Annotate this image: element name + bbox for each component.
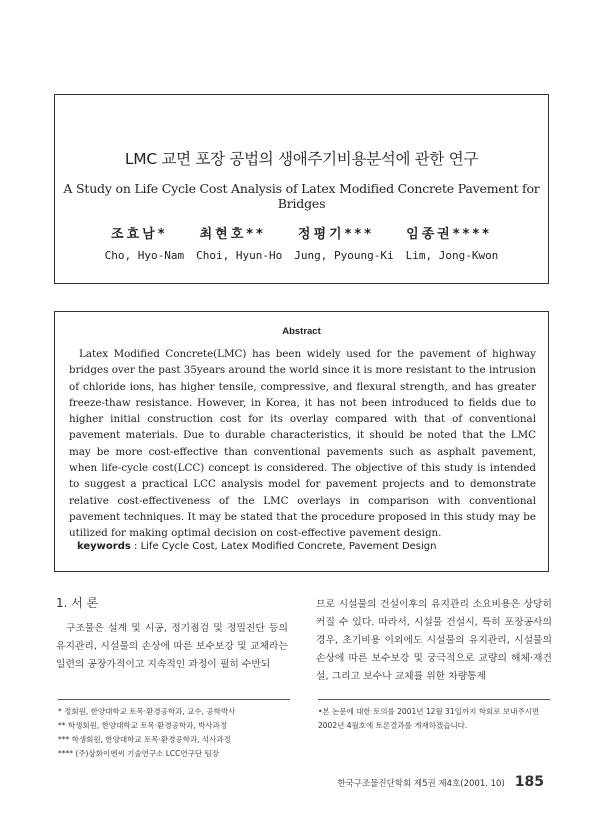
footnote: ** 학생회원, 한양대학교 토목·환경공학과, 박사과정: [58, 721, 228, 730]
author-name-en: Lim, Jong-Kwon: [405, 249, 499, 262]
page-footer: [337, 774, 544, 790]
abstract-heading: Abstract: [282, 326, 321, 337]
footnote: *** 학생회원, 한양대학교 토목·환경공학과, 석사과정: [58, 735, 231, 744]
footnote: * 정회원, 한양대학교 토목·환경공학과, 교수, 공학박사: [58, 707, 236, 716]
authors-korean: [55, 223, 548, 242]
section-heading: 1. 서 론: [56, 596, 99, 610]
title-box: [54, 94, 549, 284]
author-name-en: Jung, Pyoung-Ki: [294, 249, 394, 262]
footnotes-right: [318, 705, 550, 733]
paper-title-english: A Study on Life Cycle Cost Analysis of Latex Modified Concrete Pavement for Bridges: [63, 181, 540, 211]
author-name-ko: 조효남*: [111, 227, 168, 242]
intro-paragraph-left: 구조물은 설계 및 시공, 정기점검 및 정밀진단 등의 유지관리, 시설물의 손상에 따른 보수보강 및 교체라는 일련의 공장가적이고 지속적인 과정이 필히 수반되: [56, 623, 288, 670]
left-column: [56, 594, 288, 674]
author-name-ko: 최현호**: [199, 227, 266, 242]
footnote: •본 논문에 대한 토의를 2001년 12월 31일까지 학회로 보내주시면 2002년 4월호에 토론결과를 게재하겠습니다.: [318, 707, 540, 730]
footnote: **** (주)삼화이엔씨 기술연구소 LCC연구단 팀장: [58, 749, 219, 758]
authors-english: [55, 249, 548, 262]
footnote-divider-left: [58, 699, 290, 700]
keywords-list: : Life Cycle Cost, Latex Modified Concrete, Pavement Design: [134, 541, 437, 552]
author-name-en: Choi, Hyun-Ho: [196, 249, 283, 262]
paper-title-korean: LMC 교면 포장 공법의 생애주기비용분석에 관한 연구: [124, 150, 479, 168]
footnotes-left: [58, 705, 290, 761]
page-number: 185: [514, 774, 544, 790]
abstract-text: Latex Modified Concrete(LMC) has been widely used for the pavement of highway bridges over the past 35years around the world since it is more resistant to the intrusion of chloride ions, has higher tensile, compressive, and flexural strength, and has greater freeze-thaw resistance. However, in Korea, it has not been introduced to fields due to higher initial construction cost for its overlay compared with that of conventional pavement materials. Due to durable characteristics, it should be noted that the LMC may be more cost-effective than conventional pavements such as asphalt pavement, when life-cycle cost(LCC) concept is considered. The objective of this study is intended to suggest a practical LCC analysis model for pavement projects and to demonstrate relative cost-effectiveness of the LMC overlays in comparison with conventional pavement techniques. It may be stated that the procedure proposed in this study may be utilized for making optimal decision on cost-effective pavement design.: [69, 348, 536, 540]
author-name-ko: 임종권****: [406, 227, 492, 242]
author-name-ko: 정평기***: [297, 227, 374, 242]
journal-info: 한국구조물진단학회 제5권 제4호(2001. 10): [337, 779, 505, 789]
keywords-line: [77, 541, 436, 552]
right-column: [316, 596, 552, 686]
footnote-divider-right: [318, 699, 550, 700]
keywords-label: keywords: [77, 541, 131, 552]
author-name-en: Cho, Hyo-Nam: [104, 249, 185, 262]
intro-paragraph-right: 므로 시설물의 건설이후의 유지관리 소요비용은 상당히 커질 수 있다. 따라서, 시설물 건설시, 특히 포장공사의 경우, 초기비용 이외에도 시설물의 유지관리, 시설물의 손상에 따른 보수보강 및 궁극적으로 교량의 해체·재건설, 그리고 보수나 교체를 위한 차량통제: [316, 599, 552, 682]
abstract-box: [54, 311, 549, 572]
